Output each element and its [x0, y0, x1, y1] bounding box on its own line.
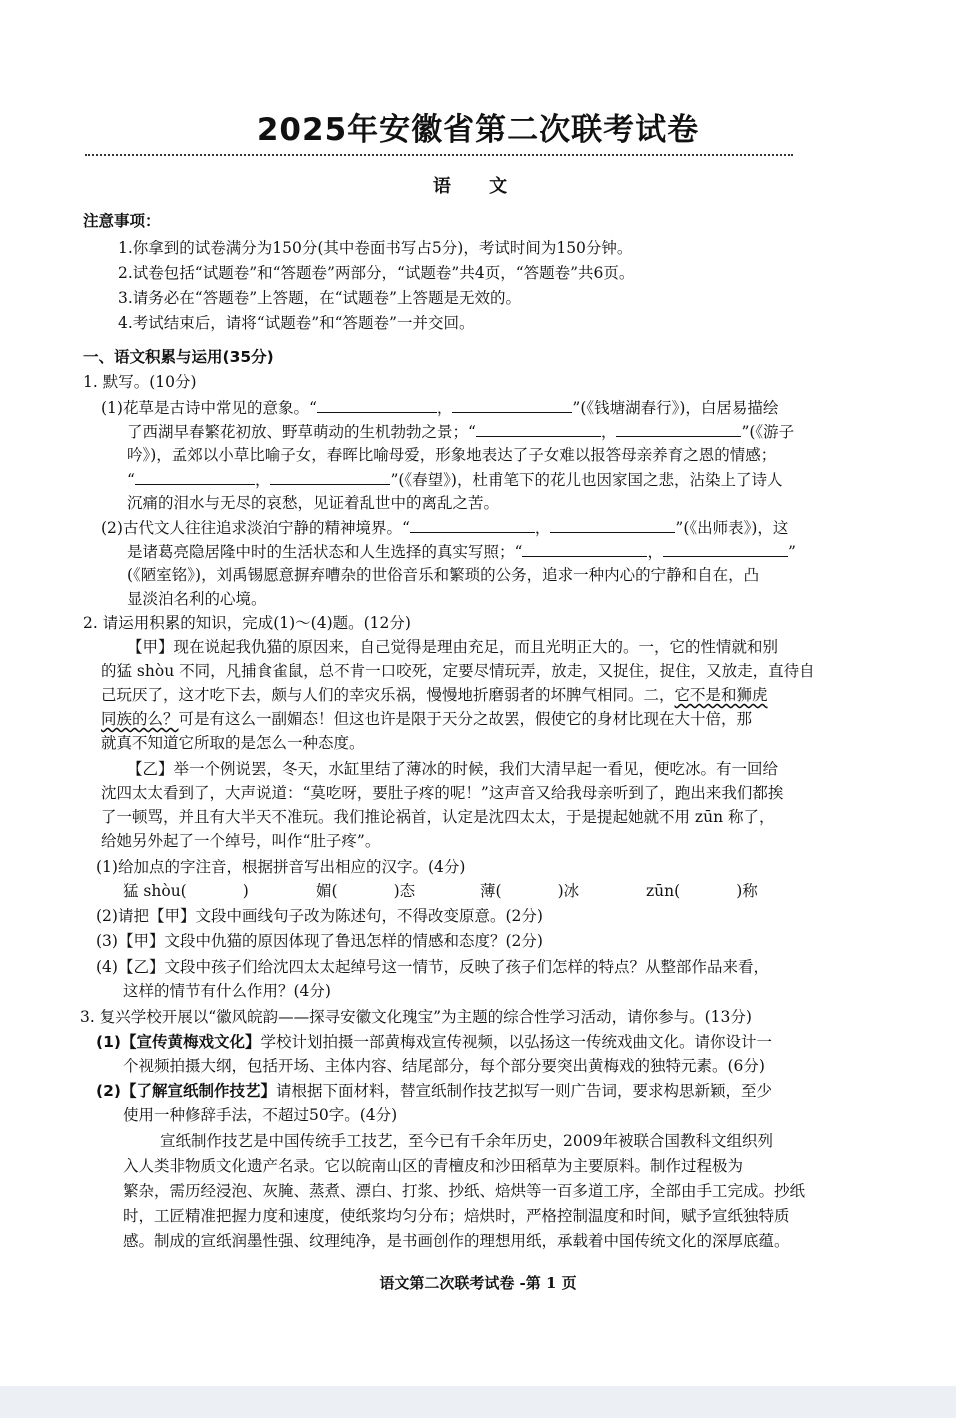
- notice-item: 3.请务必在“答题卷”上答题，在“试题卷”上答题是无效的。: [118, 289, 521, 307]
- passage-jia-line: 就真不知道它所取的是怎么一种态度。: [101, 734, 365, 752]
- pinyin-item: 媚( )态: [316, 882, 416, 900]
- q1-part2-line: (《陋室铭》)，刘禹锡愿意摒弃嘈杂的世俗音乐和繁琐的公务，追求一种内心的宁静和自在，凸: [127, 566, 760, 584]
- q3-sub1: (1)【宣传黄梅戏文化】学校计划拍摄一部黄梅戏宣传视频，以弘扬这一传统戏曲文化。请你设计一: [96, 1033, 772, 1051]
- answer-blank[interactable]: [135, 468, 255, 485]
- viewer-bottom-bar: [0, 1386, 956, 1418]
- q3-sub2: (2)【了解宣纸制作技艺】请根据下面材料，替宣纸制作技艺拟写一则广告词，要求构思新颖，至少: [96, 1082, 772, 1100]
- answer-blank[interactable]: [410, 516, 535, 533]
- pinyin-item: zūn( )称: [646, 882, 758, 900]
- q1-part2-line: 是诸葛亮隐居隆中时的生活状态和人生选择的真实写照；“ ， ”: [127, 540, 796, 563]
- notice-item: 2.试卷包括“试题卷”和“答题卷”两部分，“试题卷”共4页，“答题卷”共6页。: [118, 264, 635, 282]
- q1-part1-line: “ ， ”(《春望》)，杜甫笔下的花儿也因家国之悲，沾染上了诗人: [127, 468, 782, 491]
- answer-blank[interactable]: [616, 420, 741, 437]
- question-2-stem: 2. 请运用积累的知识，完成(1)～(4)题。(12分): [83, 614, 411, 632]
- answer-blank[interactable]: [452, 396, 572, 413]
- question-3-stem: 3. 复兴学校开展以“徽风皖韵——探寻安徽文化瑰宝”为主题的综合性学习活动，请你参与。(13分): [80, 1008, 752, 1026]
- notice-item: 1.你拿到的试卷满分为150分(其中卷面书写占5分)，考试时间为150分钟。: [118, 239, 633, 257]
- passage-jia-line: 的猛 shòu 不同，凡捕食雀鼠，总不肯一口咬死，定要尽情玩弄，放走，又捉住，捉住，又放走，直待自: [101, 662, 815, 680]
- q1-part1-line: 吟》)，孟郊以小草比喻子女，春晖比喻母爱，形象地表达了子女难以报答母亲养育之恩的情感；: [127, 446, 777, 464]
- passage-yi-line: 了一顿骂，并且有大半天不准玩。我们推论祸首，认定是沈四太太，于是提起她就不用 zūn 称了，: [101, 808, 775, 826]
- material-line: 感。制成的宣纸润墨性强、纹理纯净，是书画创作的理想用纸，承载着中国传统文化的深厚底蕴。: [123, 1232, 790, 1250]
- q1-part2-line: 显淡泊名利的心境。: [127, 590, 267, 608]
- question-1-stem: 1. 默写。(10分): [83, 373, 197, 391]
- passage-jia-line: 同族的么？可是有这么一副媚态！但这也许是限于天分之故罢，假使它的身材比现在大十倍，那: [101, 710, 753, 728]
- passage-jia-line: 己玩厌了，这才吃下去，颇与人们的幸灾乐祸，慢慢地折磨弱者的坏脾气相同。二，它不是和狮虎: [101, 686, 768, 704]
- q1-part1-line: 沉痛的泪水与无尽的哀愁，见证着乱世中的离乱之苦。: [127, 494, 500, 512]
- pinyin-item: 猛 shòu( ): [123, 882, 249, 900]
- pinyin-item: 薄( )冰: [480, 882, 580, 900]
- q2-sub2: (2)请把【甲】文段中画线句子改为陈述句，不得改变原意。(2分): [96, 907, 543, 925]
- exam-title: 2025年安徽省第二次联考试卷: [256, 112, 700, 148]
- passage-jia-line: 【甲】现在说起我仇猫的原因来，自己觉得是理由充足，而且光明正大的。一，它的性情就和别: [127, 638, 779, 656]
- answer-blank[interactable]: [663, 540, 788, 557]
- material-line: 宣纸制作技艺是中国传统手工技艺，至今已有千余年历史，2009年被联合国教科文组织列: [160, 1132, 773, 1150]
- material-line: 入人类非物质文化遗产名录。它以皖南山区的青檀皮和沙田稻草为主要原料。制作过程极为: [123, 1157, 744, 1175]
- underlined-sentence: 同族的么？: [101, 710, 179, 728]
- answer-blank[interactable]: [270, 468, 390, 485]
- material-line: 繁杂，需历经浸泡、灰腌、蒸煮、漂白、打浆、抄纸、焙烘等一百多道工序，全部由手工完成。抄纸: [123, 1182, 806, 1200]
- q2-sub4: 这样的情节有什么作用？(4分): [123, 982, 331, 1000]
- passage-yi-line: 沈四太太看到了，大声说道：“莫吃呀，要肚子疼的呢！”这声音又给我母亲听到了，跑出来我们都挨: [101, 784, 784, 802]
- notice-item: 4.考试结束后，请将“试题卷”和“答题卷”一并交回。: [118, 314, 475, 332]
- q1-part1-line: 了西湖早春繁花初放、野草萌动的生机勃勃之景；“ ， ”(《游子: [127, 420, 794, 443]
- answer-blank[interactable]: [476, 420, 601, 437]
- q1-part1-line: (1)花草是古诗中常见的意象。“ ， ”(《钱塘湖春行》)，白居易描绘: [101, 396, 778, 419]
- q1-part2-line: (2)古代文人往往追求淡泊宁静的精神境界。“ ， ”(《出师表》)，这: [101, 516, 788, 539]
- title-divider: [85, 154, 793, 156]
- material-line: 时，工匠精准把握力度和速度，使纸浆均匀分布；焙烘时，严格控制温度和时间，赋予宣纸独特质: [123, 1207, 790, 1225]
- subject-title: 语 文: [432, 176, 524, 197]
- q3-sub1: 个视频拍摄大纲，包括开场、主体内容、结尾部分，每个部分要突出黄梅戏的独特元素。(6分): [123, 1057, 765, 1075]
- q2-sub3: (3)【甲】文段中仇猫的原因体现了鲁迅怎样的情感和态度？(2分): [96, 932, 543, 950]
- answer-blank[interactable]: [550, 516, 675, 533]
- page-footer: 语文第二次联考试卷 -第 1 页: [379, 1274, 577, 1292]
- notice-heading: 注意事项：: [83, 212, 161, 230]
- q2-sub1: (1)给加点的字注音，根据拼音写出相应的汉字。(4分): [96, 858, 466, 876]
- q3-sub2: 使用一种修辞手法，不超过50字。(4分): [123, 1106, 398, 1124]
- q2-sub4: (4)【乙】文段中孩子们给沈四太太起绰号这一情节，反映了孩子们怎样的特点？从整部作品来看，: [96, 958, 769, 976]
- answer-blank[interactable]: [522, 540, 647, 557]
- answer-blank[interactable]: [317, 396, 437, 413]
- section-heading: 一、语文积累与运用(35分): [83, 348, 274, 366]
- passage-yi-line: 给她另外起了一个绰号，叫作“肚子疼”。: [101, 832, 381, 850]
- passage-yi-line: 【乙】举一个例说罢，冬天，水缸里结了薄冰的时候，我们大清早起一看见，便吃冰。有一回给: [127, 760, 779, 778]
- underlined-sentence: 它不是和狮虎: [674, 686, 768, 704]
